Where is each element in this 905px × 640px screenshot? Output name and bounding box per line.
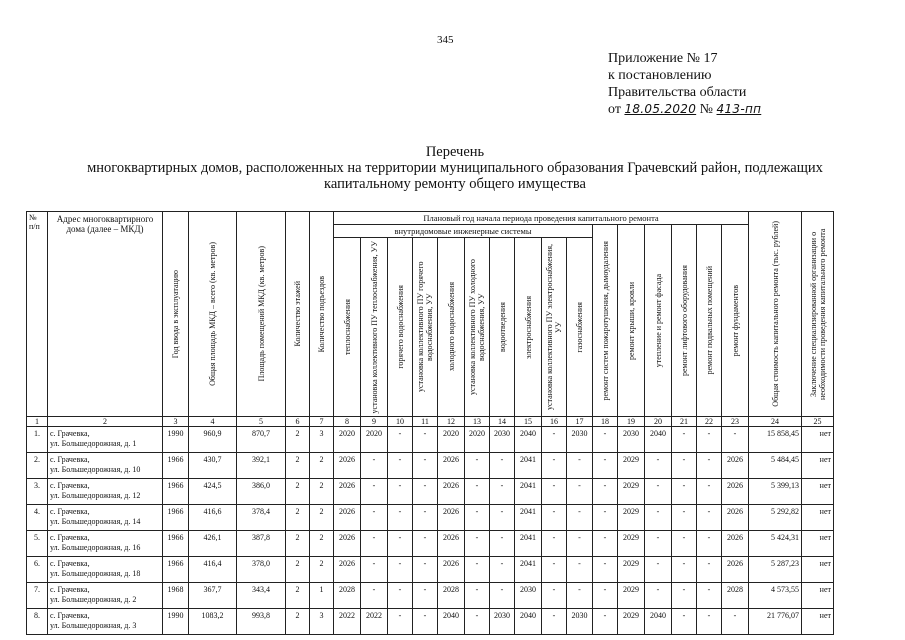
- column-number: 20: [645, 417, 672, 427]
- hot-water-year: -: [388, 479, 413, 505]
- premises-area-cell: 387,8: [237, 531, 286, 557]
- floors-cell: 2: [286, 609, 310, 635]
- electricity-year: 2040: [515, 609, 542, 635]
- foundation-year: -: [722, 609, 749, 635]
- hot-water-meter-year: -: [413, 427, 438, 453]
- cold-water-year: 2026: [438, 479, 465, 505]
- address-cell: [48, 427, 163, 453]
- cold-water-year: 2026: [438, 453, 465, 479]
- hot-water-year: -: [388, 531, 413, 557]
- column-number: 1: [27, 417, 48, 427]
- facade-year: -: [645, 453, 672, 479]
- cold-water-meter-year: -: [465, 583, 490, 609]
- year-cell: 1966: [163, 557, 189, 583]
- heating-year: 2026: [334, 557, 361, 583]
- foundation-year: 2028: [722, 583, 749, 609]
- col-header-entrances: Количество подъездов: [310, 212, 334, 417]
- cold-water-meter-year: -: [465, 505, 490, 531]
- roof-year: 2029: [618, 609, 645, 635]
- col-header-number: № п/п: [27, 212, 48, 417]
- total-area-cell: 960,9: [189, 427, 237, 453]
- total-cost-cell: 5 292,82: [749, 505, 802, 531]
- column-number: 17: [567, 417, 593, 427]
- row-number: 5.: [27, 531, 48, 557]
- row-number: 4.: [27, 505, 48, 531]
- entrances-cell: 2: [310, 557, 334, 583]
- facade-year: -: [645, 583, 672, 609]
- hot-water-meter-year: -: [413, 531, 438, 557]
- address-street: ул. Большедорожная, д. 14: [50, 517, 141, 526]
- premises-area-cell: 343,4: [237, 583, 286, 609]
- elevator-year: -: [672, 479, 697, 505]
- column-number: 18: [593, 417, 618, 427]
- hot-water-year: -: [388, 453, 413, 479]
- floors-cell: 2: [286, 557, 310, 583]
- col-header-floors: Количество этажей: [286, 212, 310, 417]
- facade-year: -: [645, 557, 672, 583]
- column-number: 25: [802, 417, 834, 427]
- year-cell: 1966: [163, 453, 189, 479]
- cold-water-meter-year: -: [465, 453, 490, 479]
- facade-year: 2040: [645, 427, 672, 453]
- col-header-electricity: электроснабжения: [515, 238, 542, 417]
- cold-water-meter-year: -: [465, 557, 490, 583]
- cold-water-year: 2028: [438, 583, 465, 609]
- gas-year: -: [567, 505, 593, 531]
- entrances-cell: 2: [310, 505, 334, 531]
- appendix-line-3: Правительства области: [608, 85, 747, 100]
- basement-year: -: [697, 557, 722, 583]
- housing-repair-table: [26, 211, 834, 635]
- column-number: 13: [465, 417, 490, 427]
- premises-area-cell: 870,7: [237, 427, 286, 453]
- drainage-year: 2030: [490, 609, 515, 635]
- hot-water-meter-year: -: [413, 479, 438, 505]
- roof-year: 2029: [618, 557, 645, 583]
- total-cost-cell: 21 776,07: [749, 609, 802, 635]
- column-number: 21: [672, 417, 697, 427]
- floors-cell: 2: [286, 583, 310, 609]
- year-cell: 1990: [163, 609, 189, 635]
- gas-year: 2030: [567, 609, 593, 635]
- column-number: 7: [310, 417, 334, 427]
- col-header-fire-systems: ремонт систем пожаротушения, дымоудаления: [593, 225, 618, 417]
- column-number: 6: [286, 417, 310, 427]
- premises-area-cell: 386,0: [237, 479, 286, 505]
- address-street: ул. Большедорожная, д. 3: [50, 621, 137, 630]
- fire-systems-year: -: [593, 479, 618, 505]
- address-locality: с. Грачевка,: [50, 611, 90, 620]
- fire-systems-year: -: [593, 557, 618, 583]
- column-number: 22: [697, 417, 722, 427]
- facade-year: -: [645, 479, 672, 505]
- col-group-plan-year: Плановый год начала периода проведения капитального ремонта: [334, 212, 749, 225]
- column-number: 14: [490, 417, 515, 427]
- appendix-block: [608, 50, 761, 118]
- address-locality: с. Грачевка,: [50, 481, 90, 490]
- roof-year: 2029: [618, 453, 645, 479]
- fire-systems-year: -: [593, 505, 618, 531]
- address-street: ул. Большедорожная, д. 1: [50, 439, 137, 448]
- year-cell: 1968: [163, 583, 189, 609]
- address-cell: [48, 557, 163, 583]
- column-number: 2: [48, 417, 163, 427]
- col-header-cold-water: холодного водоснабжения: [438, 238, 465, 417]
- gas-year: -: [567, 583, 593, 609]
- column-number: 5: [237, 417, 286, 427]
- entrances-cell: 3: [310, 609, 334, 635]
- total-area-cell: 416,6: [189, 505, 237, 531]
- entrances-cell: 2: [310, 531, 334, 557]
- address-cell: [48, 609, 163, 635]
- col-header-drainage: водоотведения: [490, 238, 515, 417]
- hot-water-meter-year: -: [413, 557, 438, 583]
- floors-cell: 2: [286, 427, 310, 453]
- heating-year: 2026: [334, 453, 361, 479]
- cold-water-meter-year: -: [465, 479, 490, 505]
- header-row-1: [27, 212, 834, 225]
- heating-year: 2020: [334, 427, 361, 453]
- row-number: 6.: [27, 557, 48, 583]
- floors-cell: 2: [286, 479, 310, 505]
- year-cell: 1966: [163, 505, 189, 531]
- drainage-year: -: [490, 479, 515, 505]
- heating-meter-year: -: [361, 557, 388, 583]
- fire-systems-year: -: [593, 427, 618, 453]
- basement-year: -: [697, 531, 722, 557]
- gas-year: 2030: [567, 427, 593, 453]
- total-cost-cell: 5 424,31: [749, 531, 802, 557]
- foundation-year: 2026: [722, 505, 749, 531]
- conclusion-cell: нет: [802, 479, 834, 505]
- hot-water-meter-year: -: [413, 583, 438, 609]
- table-row: [27, 505, 834, 531]
- address-cell: [48, 583, 163, 609]
- basement-year: -: [697, 453, 722, 479]
- appendix-line-1: Приложение № 17: [608, 51, 718, 66]
- column-number: 4: [189, 417, 237, 427]
- electricity-meter-year: -: [542, 453, 567, 479]
- heating-year: 2026: [334, 531, 361, 557]
- col-header-conclusion: Заключение специализированной организации о необходимости проведения капитального ремонта: [802, 212, 834, 417]
- basement-year: -: [697, 505, 722, 531]
- col-header-electricity-meter: установка коллективного ПУ электроснабжения, УУ: [542, 238, 567, 417]
- col-header-total-cost: Общая стоимость капитального ремонта (тыс. рублей): [749, 212, 802, 417]
- conclusion-cell: нет: [802, 583, 834, 609]
- cold-water-year: 2020: [438, 427, 465, 453]
- foundation-year: 2026: [722, 453, 749, 479]
- elevator-year: -: [672, 453, 697, 479]
- column-number: 9: [361, 417, 388, 427]
- table-row: [27, 427, 834, 453]
- roof-year: 2029: [618, 479, 645, 505]
- conclusion-cell: нет: [802, 453, 834, 479]
- fire-systems-year: -: [593, 453, 618, 479]
- address-street: ул. Большедорожная, д. 2: [50, 595, 137, 604]
- col-header-heating: теплоснабжения: [334, 238, 361, 417]
- elevator-year: -: [672, 531, 697, 557]
- fire-systems-year: -: [593, 609, 618, 635]
- electricity-meter-year: -: [542, 583, 567, 609]
- heating-year: 2026: [334, 479, 361, 505]
- heating-year: 2028: [334, 583, 361, 609]
- column-number: 3: [163, 417, 189, 427]
- heating-meter-year: 2022: [361, 609, 388, 635]
- address-cell: [48, 505, 163, 531]
- year-cell: 1966: [163, 479, 189, 505]
- address-street: ул. Большедорожная, д. 16: [50, 543, 141, 552]
- drainage-year: -: [490, 557, 515, 583]
- roof-year: 2030: [618, 427, 645, 453]
- cold-water-meter-year: -: [465, 609, 490, 635]
- electricity-year: 2040: [515, 427, 542, 453]
- col-group-engineering-systems: внутридомовые инженерные системы: [334, 225, 593, 238]
- col-header-year: Год ввода в эксплуатацию: [163, 212, 189, 417]
- appendix-line-2: к постановлению: [608, 68, 712, 83]
- floors-cell: 2: [286, 531, 310, 557]
- hot-water-year: -: [388, 427, 413, 453]
- cold-water-year: 2026: [438, 531, 465, 557]
- heating-year: 2022: [334, 609, 361, 635]
- foundation-year: 2026: [722, 479, 749, 505]
- row-number: 8.: [27, 609, 48, 635]
- address-locality: с. Грачевка,: [50, 559, 90, 568]
- address-street: ул. Большедорожная, д. 18: [50, 569, 141, 578]
- facade-year: 2040: [645, 609, 672, 635]
- hot-water-meter-year: -: [413, 453, 438, 479]
- column-number: 23: [722, 417, 749, 427]
- column-number: 8: [334, 417, 361, 427]
- column-number: 10: [388, 417, 413, 427]
- gas-year: -: [567, 531, 593, 557]
- table-row: [27, 609, 834, 635]
- address-cell: [48, 531, 163, 557]
- hot-water-meter-year: -: [413, 505, 438, 531]
- col-header-elevator: ремонт лифтового оборудования: [672, 225, 697, 417]
- cold-water-meter-year: -: [465, 531, 490, 557]
- fire-systems-year: -: [593, 583, 618, 609]
- electricity-meter-year: -: [542, 505, 567, 531]
- number-prefix: №: [699, 102, 714, 117]
- floors-cell: 2: [286, 453, 310, 479]
- electricity-year: 2041: [515, 531, 542, 557]
- total-area-cell: 1083,2: [189, 609, 237, 635]
- year-cell: 1966: [163, 531, 189, 557]
- hot-water-year: -: [388, 583, 413, 609]
- total-area-cell: 430,7: [189, 453, 237, 479]
- elevator-year: -: [672, 583, 697, 609]
- electricity-year: 2041: [515, 479, 542, 505]
- col-header-address: Адрес многоквартирного дома (далее – МКД): [48, 212, 163, 417]
- col-header-cold-water-meter: установка коллективного ПУ холодного водоснабжения, УУ: [465, 238, 490, 417]
- conclusion-cell: нет: [802, 427, 834, 453]
- fire-systems-year: -: [593, 531, 618, 557]
- column-number: 24: [749, 417, 802, 427]
- drainage-year: -: [490, 531, 515, 557]
- elevator-year: -: [672, 427, 697, 453]
- total-cost-cell: 5 399,13: [749, 479, 802, 505]
- roof-year: 2029: [618, 531, 645, 557]
- premises-area-cell: 392,1: [237, 453, 286, 479]
- hot-water-meter-year: -: [413, 609, 438, 635]
- address-cell: [48, 453, 163, 479]
- facade-year: -: [645, 531, 672, 557]
- table-body: [27, 427, 834, 635]
- heating-meter-year: 2020: [361, 427, 388, 453]
- table-row: [27, 557, 834, 583]
- address-locality: с. Грачевка,: [50, 429, 90, 438]
- electricity-year: 2041: [515, 505, 542, 531]
- floors-cell: 2: [286, 505, 310, 531]
- column-number: 19: [618, 417, 645, 427]
- decree-number: 413-пп: [716, 102, 762, 116]
- total-area-cell: 416,4: [189, 557, 237, 583]
- conclusion-cell: нет: [802, 505, 834, 531]
- column-number: 16: [542, 417, 567, 427]
- roof-year: 2029: [618, 583, 645, 609]
- entrances-cell: 3: [310, 427, 334, 453]
- facade-year: -: [645, 505, 672, 531]
- col-header-heating-meter: установка коллективного ПУ теплоснабжения, УУ: [361, 238, 388, 417]
- gas-year: -: [567, 479, 593, 505]
- entrances-cell: 1: [310, 583, 334, 609]
- electricity-meter-year: -: [542, 479, 567, 505]
- cold-water-year: 2026: [438, 505, 465, 531]
- basement-year: -: [697, 583, 722, 609]
- entrances-cell: 2: [310, 453, 334, 479]
- foundation-year: 2026: [722, 531, 749, 557]
- total-cost-cell: 5 484,45: [749, 453, 802, 479]
- table-row: [27, 453, 834, 479]
- basement-year: -: [697, 479, 722, 505]
- col-header-premises-area: Площадь помещений МКД (кв. метров): [237, 212, 286, 417]
- col-header-foundation: ремонт фундаментов: [722, 225, 749, 417]
- basement-year: -: [697, 427, 722, 453]
- col-header-roof: ремонт крыши, кровли: [618, 225, 645, 417]
- hot-water-year: -: [388, 609, 413, 635]
- column-number: 11: [413, 417, 438, 427]
- address-locality: с. Грачевка,: [50, 585, 90, 594]
- address-locality: с. Грачевка,: [50, 455, 90, 464]
- total-area-cell: 426,1: [189, 531, 237, 557]
- conclusion-cell: нет: [802, 557, 834, 583]
- premises-area-cell: 993,8: [237, 609, 286, 635]
- year-cell: 1990: [163, 427, 189, 453]
- document-subtitle-line-2: капитальному ремонту общего имущества: [324, 176, 586, 192]
- elevator-year: -: [672, 505, 697, 531]
- elevator-year: -: [672, 557, 697, 583]
- appendix-date-line: [608, 101, 761, 118]
- drainage-year: 2030: [490, 427, 515, 453]
- row-number: 3.: [27, 479, 48, 505]
- col-header-gas: газоснабжения: [567, 238, 593, 417]
- address-locality: с. Грачевка,: [50, 507, 90, 516]
- foundation-year: 2026: [722, 557, 749, 583]
- total-cost-cell: 4 573,55: [749, 583, 802, 609]
- heating-meter-year: -: [361, 479, 388, 505]
- electricity-year: 2041: [515, 453, 542, 479]
- address-cell: [48, 479, 163, 505]
- row-number: 2.: [27, 453, 48, 479]
- premises-area-cell: 378,0: [237, 557, 286, 583]
- gas-year: -: [567, 557, 593, 583]
- address-street: ул. Большедорожная, д. 12: [50, 491, 141, 500]
- hot-water-year: -: [388, 505, 413, 531]
- basement-year: -: [697, 609, 722, 635]
- col-header-total-area: Общая площадь МКД – всего (кв. метров): [189, 212, 237, 417]
- cold-water-meter-year: 2020: [465, 427, 490, 453]
- drainage-year: -: [490, 505, 515, 531]
- gas-year: -: [567, 453, 593, 479]
- row-number: 1.: [27, 427, 48, 453]
- address-street: ул. Большедорожная, д. 10: [50, 465, 141, 474]
- document-subtitle-line-1: многоквартирных домов, расположенных на территории муниципального образования Грачевский район, подлежащих: [87, 160, 823, 176]
- col-header-basement: ремонт подвальных помещений: [697, 225, 722, 417]
- cold-water-year: 2026: [438, 557, 465, 583]
- electricity-meter-year: -: [542, 609, 567, 635]
- foundation-year: -: [722, 427, 749, 453]
- heating-meter-year: -: [361, 453, 388, 479]
- heating-meter-year: -: [361, 531, 388, 557]
- premises-area-cell: 378,4: [237, 505, 286, 531]
- row-number: 7.: [27, 583, 48, 609]
- electricity-meter-year: -: [542, 557, 567, 583]
- address-locality: с. Грачевка,: [50, 533, 90, 542]
- col-header-hot-water: горячего водоснабжения: [388, 238, 413, 417]
- cold-water-year: 2040: [438, 609, 465, 635]
- roof-year: 2029: [618, 505, 645, 531]
- electricity-meter-year: -: [542, 531, 567, 557]
- table-row: [27, 479, 834, 505]
- column-number: 12: [438, 417, 465, 427]
- column-number-row: [27, 417, 834, 427]
- page-number: 345: [437, 34, 454, 46]
- column-number: 15: [515, 417, 542, 427]
- heating-meter-year: -: [361, 505, 388, 531]
- total-cost-cell: 5 287,23: [749, 557, 802, 583]
- electricity-meter-year: -: [542, 427, 567, 453]
- hot-water-year: -: [388, 557, 413, 583]
- entrances-cell: 2: [310, 479, 334, 505]
- electricity-year: 2041: [515, 557, 542, 583]
- electricity-year: 2030: [515, 583, 542, 609]
- conclusion-cell: нет: [802, 609, 834, 635]
- conclusion-cell: нет: [802, 531, 834, 557]
- document-title: Перечень: [425, 144, 485, 160]
- drainage-year: -: [490, 583, 515, 609]
- decree-date: 18.05.2020: [624, 102, 697, 116]
- heating-year: 2026: [334, 505, 361, 531]
- col-header-hot-water-meter: установка коллективного ПУ горячего водоснабжения, УУ: [413, 238, 438, 417]
- col-header-facade: утепление и ремонт фасада: [645, 225, 672, 417]
- total-cost-cell: 15 858,45: [749, 427, 802, 453]
- table-row: [27, 583, 834, 609]
- heating-meter-year: -: [361, 583, 388, 609]
- elevator-year: -: [672, 609, 697, 635]
- total-area-cell: 367,7: [189, 583, 237, 609]
- total-area-cell: 424,5: [189, 479, 237, 505]
- date-prefix: от: [608, 102, 621, 117]
- drainage-year: -: [490, 453, 515, 479]
- table-row: [27, 531, 834, 557]
